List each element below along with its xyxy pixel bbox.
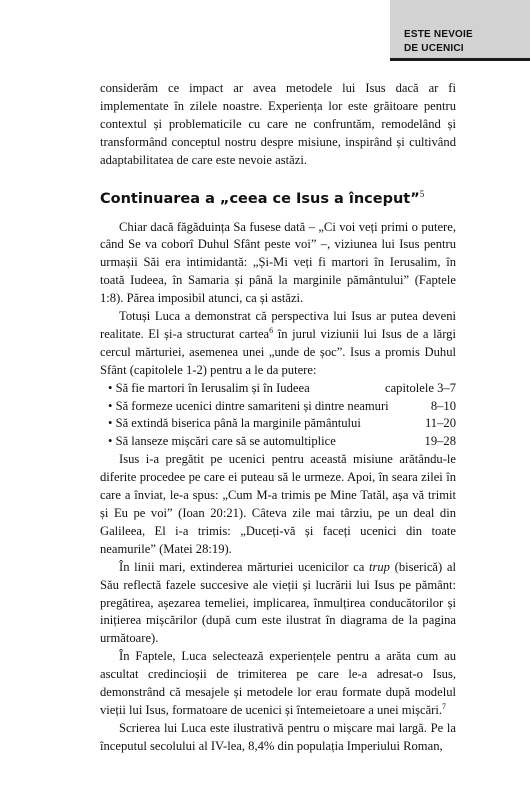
list-item-reference: capitolele 3–7 xyxy=(385,380,456,395)
paragraph-4-start: În linii mari, extinderea mărturiei ucenicilor ca xyxy=(119,559,369,574)
page-body xyxy=(100,80,456,756)
list-item xyxy=(100,415,456,433)
paragraph-2-end: în jurul viziunii lui Isus de a lărgi cercul mărturiei, asemenea unei „unde de șoc”. Isus a promis Duhul Sfânt (capitolele 1-2) pentru a le da putere: xyxy=(100,326,456,377)
chapter-header-line1: ESTE NEVOIE xyxy=(404,29,473,40)
list-item-text: • Să fie martori în Ierusalim și în Iudeea xyxy=(108,380,310,398)
list-item-reference: 11–20 xyxy=(424,416,456,431)
paragraph-4-italic: trup xyxy=(368,559,390,574)
section-title-text: Continuarea a „ceea ce Isus a început” xyxy=(100,190,420,207)
paragraph-5 xyxy=(100,648,456,720)
list-item-text: • Să lanseze mișcări care să se automultiplice xyxy=(108,433,336,451)
list-item xyxy=(100,380,456,398)
list-item-reference: 8–10 xyxy=(430,398,456,413)
list-item-text: • Să formeze ucenici dintre samariteni și dintre neamuri xyxy=(108,398,389,416)
paragraph-4 xyxy=(100,559,456,649)
paragraph-6: Scrierea lui Luca este ilustrativă pentru o mișcare mai largă. Pe la începutul secolului al IV-lea, 8,4% din populația Imperiului Roman, xyxy=(100,720,456,753)
paragraph-4-end: (biserică) al Său reflectă fazele succesive ale vieții și lucrării lui Isus pe pământ: pregătirea, așezarea temeliei, implicarea, înmulțirea conducătorilor și inițierea mișcărilor (după cum este ilustrat în diagrama de la pagina următoare). xyxy=(100,559,456,646)
list-item-text: • Să extindă biserica până la marginile pământului xyxy=(108,415,361,433)
paragraph-2-start: Totuși Luca a demonstrat că perspectiva lui Isus ar putea deveni realitate. El și-a structurat cartea xyxy=(100,309,456,341)
list-item xyxy=(100,398,456,416)
intro-paragraph: considerăm ce impact ar avea metodele lui Isus dacă ar fi implementate în zilele noastre. Experiența lor este grăitoare pentru contextul și problematicile cu care ne confruntăm, remodelând și transformând conceptul nostru despre misiune, inspirând și cultivând adaptabilitatea de care este nevoie astăzi. xyxy=(100,81,456,167)
section-title xyxy=(100,189,456,209)
paragraph-1: Chiar dacă făgăduința Sa fusese dată – „Ci voi veți primi o putere, când Se va coborî Duhul Sfânt peste voi” –, viziunea lui Isus pentru urmașii Săi era intimidantă: „Și-Mi veți fi martori în Ierusalim, în toată Iudeea, în Samaria și până la marginile pământului” (Faptele 1:8). Părea imposibil atunci, ca și astăzi. xyxy=(100,219,456,306)
paragraph-3: Isus i-a pregătit pe ucenici pentru această misiune arătându-le diferite procedee pe care ei puteau să le urmeze. Apoi, în seara zilei în care a înviat, le-a spus: „Cum M-a trimis pe Mine Tatăl, așa vă trimit și Eu pe voi” (Ioan 20:21). Câteva zile mai târziu, pe un deal din Galileea, El i-a trimis: „Duceți-vă și faceți ucenici din toate neamurile” (Matei 28:19). xyxy=(100,452,456,556)
list-item xyxy=(100,433,456,451)
paragraph-2 xyxy=(100,308,456,380)
section-title-footnote: 5 xyxy=(419,188,425,199)
chapter-header-line2: DE UCENICI xyxy=(404,43,464,54)
paragraph-5-text: În Faptele, Luca selectează experiențele pentru a arăta cum au ascultat credincioșii de trimiterea pe care le-a adresat-o Isus, demonstrând că mesajele și metodele lor erau formate după modelul vieții lui Isus, formatoare de ucenici și întemeietoare a unei mișcări. xyxy=(100,649,456,717)
list-item-reference: 19–28 xyxy=(424,434,456,449)
chapter-header-tab xyxy=(390,0,530,61)
paragraph-2-footnote: 6 xyxy=(269,325,274,335)
paragraph-5-footnote: 7 xyxy=(442,701,447,711)
mission-goals-list xyxy=(100,380,456,452)
